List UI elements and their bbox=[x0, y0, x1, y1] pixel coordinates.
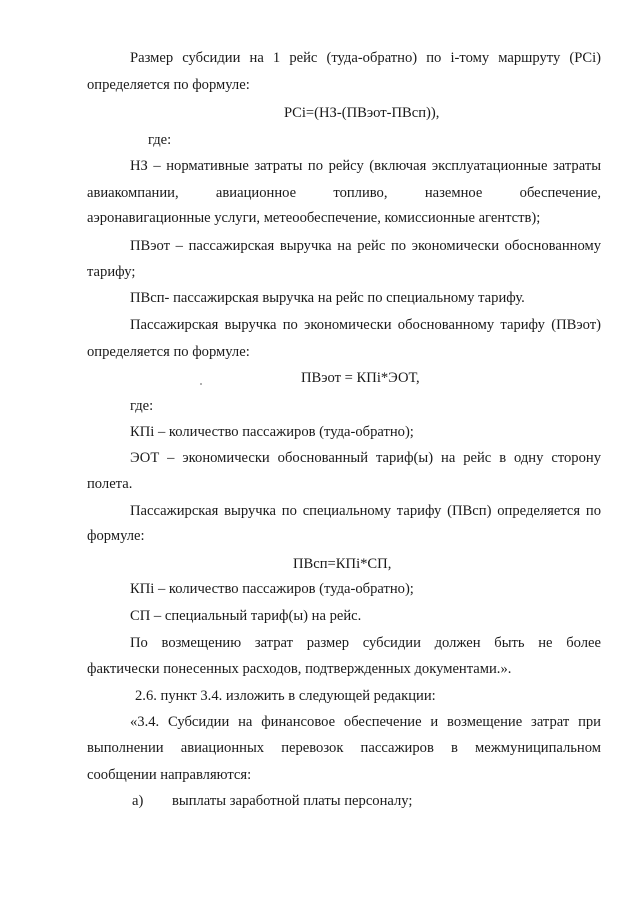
text-line: Пассажирская выручка по специальному тарифу (ПВсп) определяется по bbox=[130, 503, 601, 519]
text-line: ЭОТ – экономически обоснованный тариф(ы) на рейс в одну сторону bbox=[130, 450, 601, 466]
text-line: определяется по формуле: bbox=[87, 77, 250, 93]
formula-pci: PCi=(НЗ-(ПВэот-ПВсп)), bbox=[284, 105, 440, 121]
text-line: формуле: bbox=[87, 528, 145, 544]
text-line: 2.6. пункт 3.4. изложить в следующей редакции: bbox=[135, 688, 436, 704]
text-line: фактически понесенных расходов, подтвержденных документами.». bbox=[87, 661, 512, 677]
text-line: «3.4. Субсидии на финансовое обеспечение и возмещение затрат при bbox=[130, 714, 601, 730]
list-marker: а) bbox=[132, 793, 144, 809]
text-line: КПi – количество пассажиров (туда-обратно); bbox=[130, 581, 414, 597]
text-line: ПВсп- пассажирская выручка на рейс по специальному тарифу. bbox=[130, 290, 525, 306]
text-line: Пассажирская выручка по экономически обоснованному тарифу (ПВэот) bbox=[130, 317, 601, 333]
text-line: где: bbox=[130, 398, 154, 414]
text-line: выполнении авиационных перевозок пассажиров в межмуниципальном bbox=[87, 740, 601, 756]
text-line: СП – специальный тариф(ы) на рейс. bbox=[130, 608, 362, 624]
text-line: авиакомпании, авиационное топливо, наземное обеспечение, bbox=[87, 185, 601, 201]
formula-pveot: ПВэот = КПi*ЭОТ, bbox=[301, 370, 420, 386]
text-line: тарифу; bbox=[87, 264, 136, 280]
text-line: КПi – количество пассажиров (туда-обратно); bbox=[130, 424, 414, 440]
text-line: определяется по формуле: bbox=[87, 344, 250, 360]
formula-pvsp: ПВсп=КПi*СП, bbox=[293, 556, 392, 572]
scan-speck bbox=[200, 383, 202, 385]
text-line: сообщении направляются: bbox=[87, 767, 252, 783]
text-line: НЗ – нормативные затраты по рейсу (включая эксплуатационные затраты bbox=[130, 158, 601, 174]
list-item-text: выплаты заработной платы персоналу; bbox=[172, 793, 413, 809]
text-line: ПВэот – пассажирская выручка на рейс по экономически обоснованному bbox=[130, 238, 601, 254]
text-line: По возмещению затрат размер субсидии должен быть не более bbox=[130, 635, 601, 651]
text-line: Размер субсидии на 1 рейс (туда-обратно) по i-тому маршруту (PCi) bbox=[130, 50, 601, 66]
text-line: полета. bbox=[87, 476, 133, 492]
text-line: аэронавигационные услуги, метеообеспечение, комиссионные агентств); bbox=[87, 210, 541, 226]
text-line: где: bbox=[148, 132, 172, 148]
